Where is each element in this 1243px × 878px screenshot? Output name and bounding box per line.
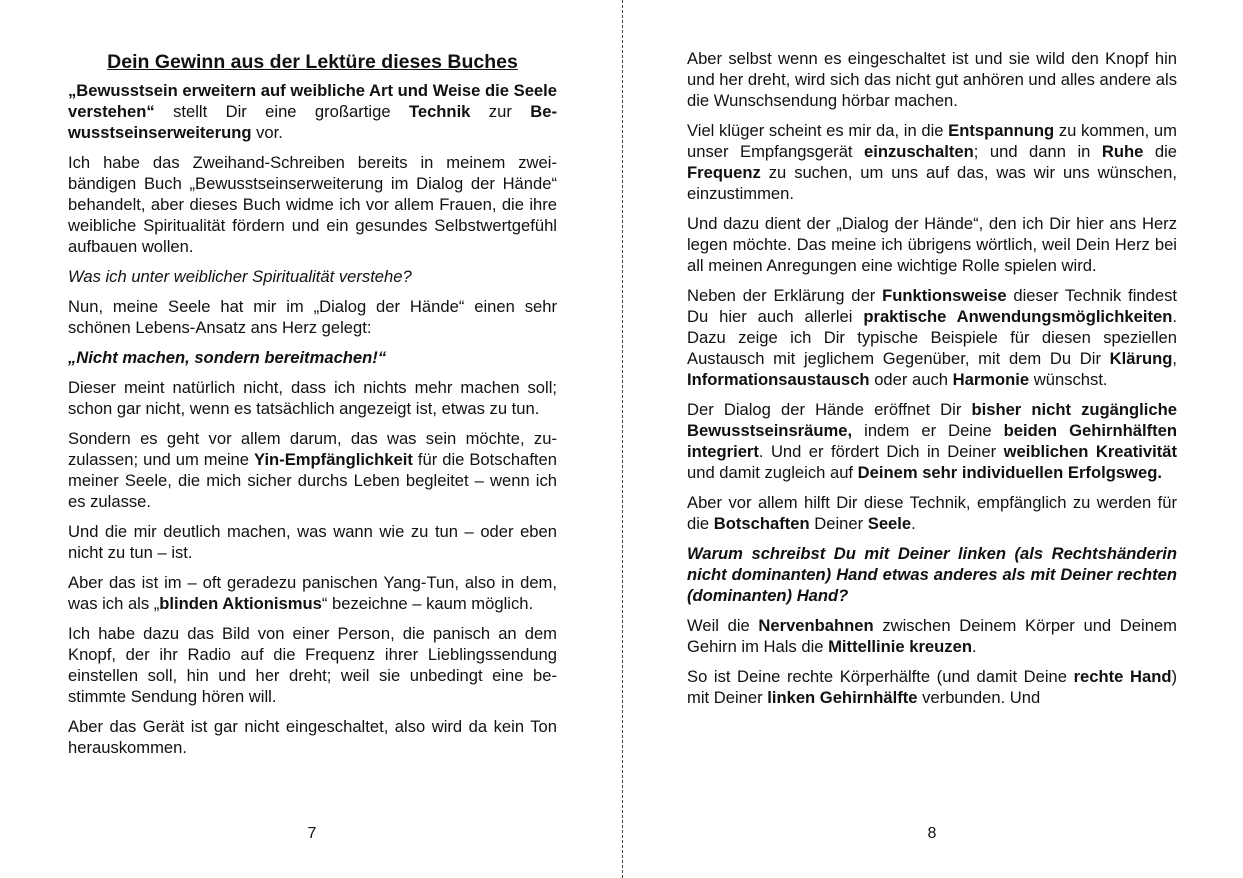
bold-text: Entspannung — [948, 121, 1055, 140]
bold-text: Informationsaustausch — [687, 370, 870, 389]
paragraph — [687, 285, 1177, 390]
text-run: . — [911, 514, 916, 533]
text-run: stellt Dir eine großartige — [154, 102, 409, 121]
paragraph — [687, 492, 1177, 534]
text-run: oder auch — [869, 370, 953, 389]
bold-text: Klärung — [1109, 349, 1173, 368]
bold-text: Deinem sehr individuellen Erfolgsweg. — [857, 463, 1162, 482]
paragraph: Aber das Gerät ist gar nicht eingeschaltet, also wird da kein Ton herauskommen. — [68, 717, 557, 757]
bold-text: bisher nicht zugängliche Bewusstseinsräume, — [687, 400, 1177, 440]
page-number-left: 7 — [307, 825, 317, 842]
text-run: und damit zugleich auf — [687, 463, 858, 482]
page-number-right: 8 — [927, 825, 937, 842]
text-run: wünschst. — [1029, 370, 1108, 389]
paragraph: Und dazu dient der „Dialog der Hände“, den ich Dir hier ans Herz legen möchte. Das meine ich übrigens wörtlich, weil Dein Herz bei all meinen Anregungen eine wichtige Rolle spielen wird. — [687, 214, 1177, 275]
text-run: die — [1143, 142, 1177, 161]
bold-text: blinden Aktionismus — [159, 594, 322, 613]
right-page — [623, 0, 1243, 878]
bold-italic-question: Warum schreibst Du mit Deiner linken (als Rechtshänderin nicht dominanten) Hand etwas anderes als mit Deiner rechten (dominanten) Hand? — [687, 544, 1177, 605]
bold-text: Technik — [408, 102, 471, 121]
text-run: zu suchen, um uns auf das, was wir uns wünschen, einzustimmen. — [687, 163, 1177, 203]
text-run: Aber vor allem hilft Dir diese Technik, empfänglich zu werden für die — [687, 493, 1177, 533]
text-run: ; und dann in — [973, 142, 1102, 161]
text-run: Weil die — [687, 616, 759, 635]
paragraph — [68, 428, 557, 512]
bold-text: Mittellinie kreuzen — [828, 637, 972, 656]
paragraph: Ich habe dazu das Bild von einer Person, die panisch an dem Knopf, der ihr Radio auf die Frequenz ihrer Lieblingssendung einstellen soll, hin und her dreht; weil sie unbedingt eine bestimmte Sendung hören will. — [68, 624, 557, 706]
text-run: verbunden. Und — [917, 688, 1041, 707]
text-run: ) mit Deiner — [687, 667, 1177, 707]
bold-text: Ruhe — [1101, 142, 1144, 161]
motto-quote: „Nicht machen, sondern bereitmachen!“ — [68, 348, 387, 367]
paragraph — [68, 572, 557, 614]
bold-text: „Bewusstsein erweitern auf weibliche Art und Weise die Seele verstehen“ — [68, 81, 557, 121]
bold-text: Seele — [867, 514, 912, 533]
paragraph: Aber selbst wenn es eingeschaltet ist und sie wild den Knopf hin und her dreht, wird sich das nicht gut anhören und alles andere als die Wunschsendung hörbar machen. — [687, 49, 1177, 110]
text-run: dieser Technik findest Du hier auch allerlei — [687, 286, 1177, 326]
paragraph — [687, 615, 1177, 657]
text-run: So ist Deine rechte Körperhälfte (und damit Deine — [687, 667, 1074, 686]
text-run: . — [971, 637, 977, 656]
paragraph: Dieser meint natürlich nicht, dass ich nichts mehr machen soll; schon gar nicht, wenn es tatsächlich angezeigt ist, etwas zu tun. — [68, 378, 557, 418]
text-run: . Und er fördert Dich in Deiner — [758, 442, 1004, 461]
paragraph — [687, 399, 1177, 483]
bold-text: Funktionsweise — [882, 286, 1007, 305]
bold-text: Frequenz — [687, 163, 761, 182]
text-run: Sondern es geht vor allem darum, das was sein möchte, zuzulassen; und um meine — [68, 429, 557, 469]
italic-question: Was ich unter weiblicher Spiritualität verstehe? — [68, 267, 412, 286]
bold-text: praktische Anwendungsmöglichkeiten — [863, 307, 1173, 326]
text-run: Deiner — [809, 514, 868, 533]
bold-text: weiblichen Kreativität — [1003, 442, 1177, 461]
bold-text: einzuschalten — [864, 142, 974, 161]
text-run: vor. — [251, 123, 283, 142]
right-page-content — [687, 48, 1177, 717]
text-run: indem er Deine — [852, 421, 1004, 440]
bold-text: Bewusstseinserweiterung — [68, 102, 557, 142]
text-run: zwischen Deinem Körper und Deinem Gehirn im Hals die — [687, 616, 1177, 656]
left-page-content — [68, 50, 557, 767]
paragraph — [687, 120, 1177, 204]
paragraph: Ich habe das Zweihand-Schreiben bereits in meinem zweibändigen Buch „Bewusstseinserweiterung im Dialog der Hände“ behandelt, aber dieses Buch widme ich vor allem Frauen, die ihre weibliche Spiritualität fördern und ein gesundes Selbstwertgefühl aufbauen wollen. — [68, 153, 557, 256]
bold-text: linken Gehirnhälfte — [767, 688, 918, 707]
paragraph: Nun, meine Seele hat mir im „Dialog der Hände“ einen sehr schönen Lebens-Ansatz ans Herz gelegt: — [68, 297, 557, 337]
bold-text: rechte Hand — [1073, 667, 1172, 686]
text-run: Der Dialog der Hände eröffnet Dir — [687, 400, 972, 419]
text-run: zur — [470, 102, 531, 121]
bold-text: Harmonie — [952, 370, 1030, 389]
section-heading: Dein Gewinn aus der Lektüre dieses Buches — [107, 51, 518, 73]
text-run: , — [1172, 349, 1177, 368]
paragraph — [687, 666, 1177, 708]
paragraph: Und die mir deutlich machen, was wann wie zu tun – oder eben nicht zu tun – ist. — [68, 522, 557, 562]
bold-text: Yin-Empfänglichkeit — [254, 450, 413, 469]
bold-text: Botschaften — [713, 514, 810, 533]
text-run: . Dazu zeige ich Dir typische Beispiele für diesen speziellen Austausch mit jeglichem Gegenüber, mit dem Du Dir — [687, 307, 1177, 368]
text-run: Neben der Erklärung der — [687, 286, 883, 305]
text-run: für die Botschaften meiner Seele, die mich sicher durchs Leben begleitet – wenn ich es zulasse. — [68, 450, 557, 511]
text-run: Viel klüger scheint es mir da, in die — [687, 121, 949, 140]
bold-text: beiden Gehirnhälften integriert — [687, 421, 1177, 461]
text-run: Aber das ist im – oft geradezu panischen Yang-Tun, also in dem, was ich als „ — [68, 573, 557, 613]
text-run: “ bezeichne – kaum möglich. — [321, 594, 534, 613]
bold-text: Nervenbahnen — [758, 616, 874, 635]
paragraph — [68, 80, 557, 143]
text-run: zu kommen, um unser Empfangsgerät — [687, 121, 1177, 161]
